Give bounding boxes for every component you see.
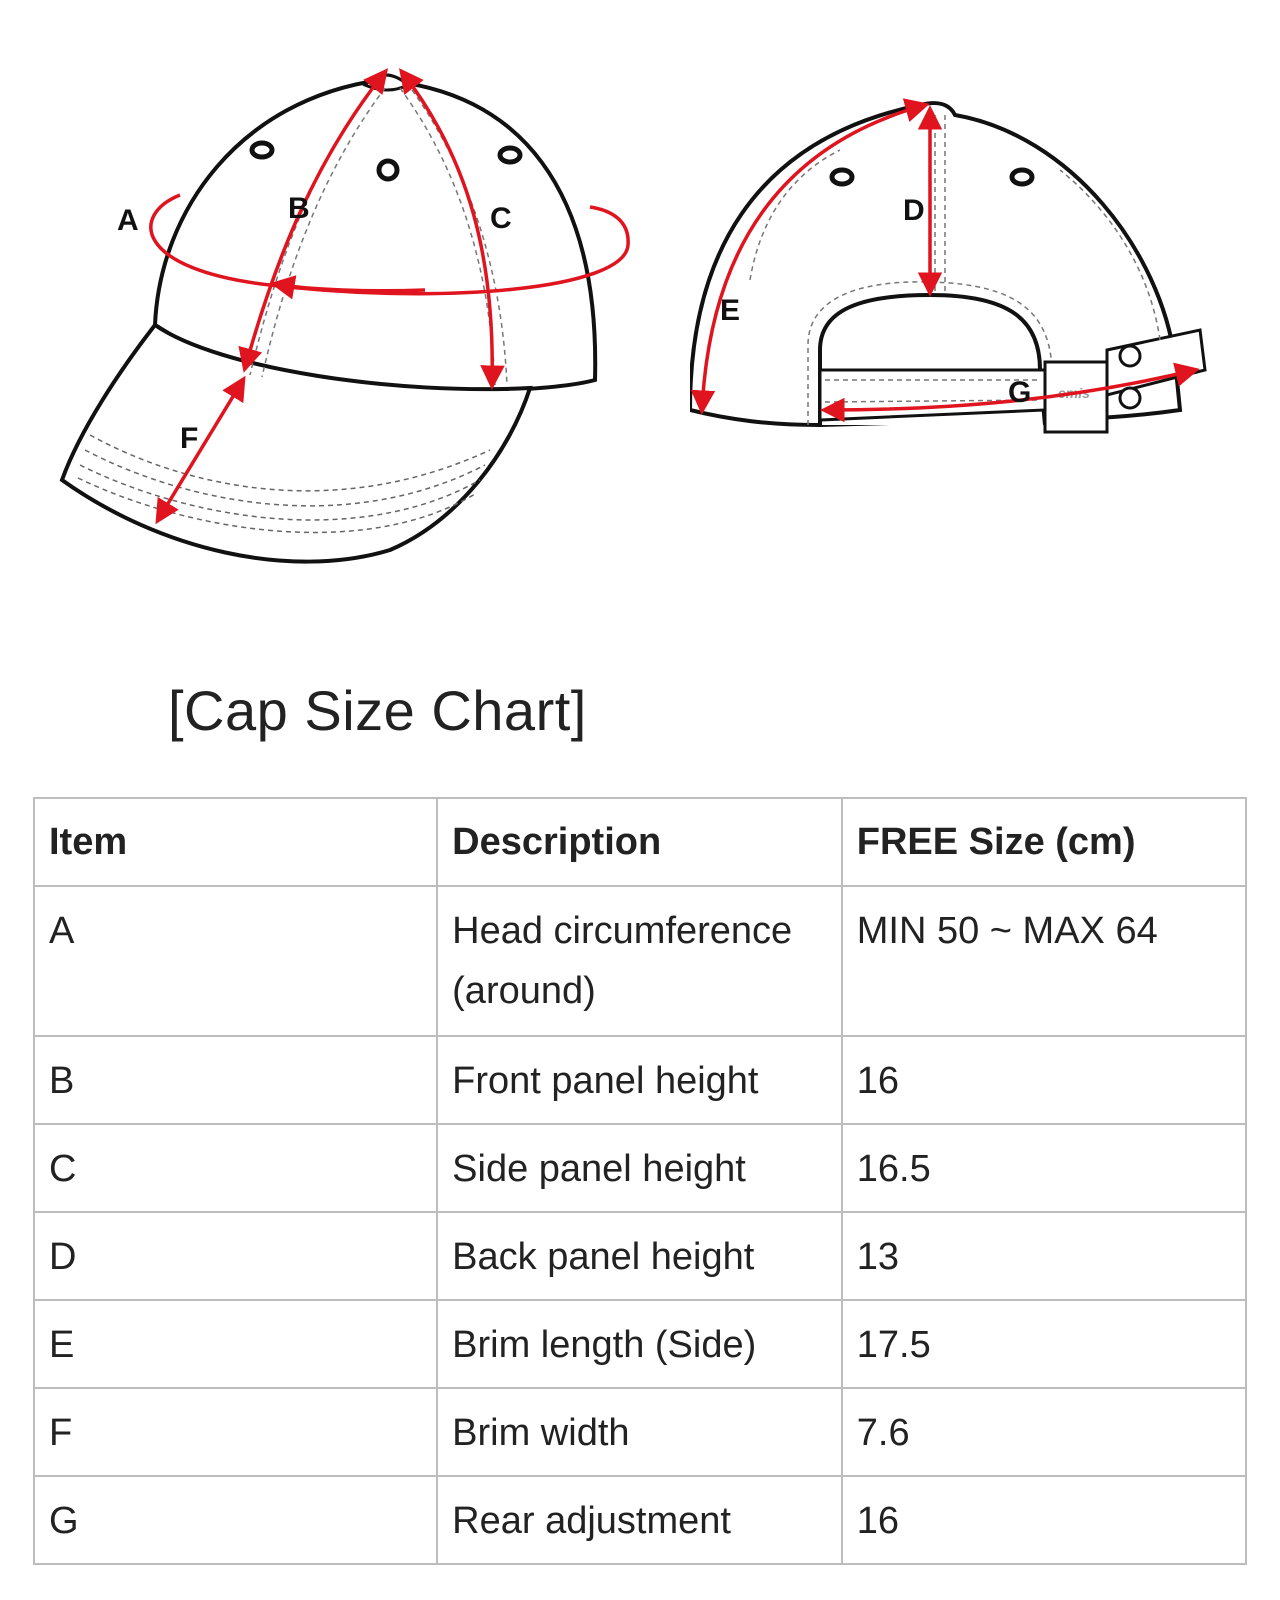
table-header-row <box>34 798 1246 886</box>
column-header-item: Item <box>34 798 437 886</box>
cap-front-diagram <box>40 50 660 610</box>
cell-item: E <box>34 1300 437 1388</box>
logo-text: emis <box>1058 385 1090 401</box>
table-row <box>34 1476 1246 1564</box>
cell-description: Side panel height <box>437 1124 842 1212</box>
table-row <box>34 886 1246 1036</box>
cell-item: B <box>34 1036 437 1124</box>
eyelet-icon <box>379 161 397 179</box>
snap-icon <box>1120 346 1140 366</box>
snap-icon <box>1120 388 1140 408</box>
cell-size: MIN 50 ~ MAX 64 <box>842 886 1246 1036</box>
cell-size: 16 <box>842 1036 1246 1124</box>
label-e: E <box>720 294 741 327</box>
cell-size: 16 <box>842 1476 1246 1564</box>
cell-description: Back panel height <box>437 1212 842 1300</box>
cell-size: 16.5 <box>842 1124 1246 1212</box>
eyelet-icon <box>252 143 272 157</box>
cell-item: G <box>34 1476 437 1564</box>
table-row <box>34 1124 1246 1212</box>
eyelet-icon <box>500 148 520 162</box>
eyelet-icon <box>1012 170 1032 184</box>
table-row <box>34 1300 1246 1388</box>
cell-item: F <box>34 1388 437 1476</box>
column-header-description: Description <box>437 798 842 886</box>
size-table <box>33 797 1247 1565</box>
cell-size: 7.6 <box>842 1388 1246 1476</box>
table-row <box>34 1212 1246 1300</box>
label-f: F <box>180 422 199 455</box>
cell-size: 13 <box>842 1212 1246 1300</box>
label-g: G <box>1008 376 1032 409</box>
cell-size: 17.5 <box>842 1300 1246 1388</box>
column-header-size: FREE Size (cm) <box>842 798 1246 886</box>
page-title: [Cap Size Chart] <box>168 679 587 742</box>
cell-description: Front panel height <box>437 1036 842 1124</box>
cell-item: C <box>34 1124 437 1212</box>
label-c: C <box>490 202 512 235</box>
table-row <box>34 1036 1246 1124</box>
label-a: A <box>117 204 139 237</box>
cell-description: Head circumference (around) <box>437 886 842 1036</box>
cell-description: Rear adjustment <box>437 1476 842 1564</box>
label-b: B <box>288 192 310 225</box>
cell-description: Brim width <box>437 1388 842 1476</box>
cell-description: Brim length (Side) <box>437 1300 842 1388</box>
cap-back-diagram <box>690 80 1250 460</box>
cell-item: D <box>34 1212 437 1300</box>
label-d: D <box>903 194 925 227</box>
eyelet-icon <box>832 170 852 184</box>
table-row <box>34 1388 1246 1476</box>
cell-item: A <box>34 886 437 1036</box>
crown-outline <box>155 80 595 391</box>
